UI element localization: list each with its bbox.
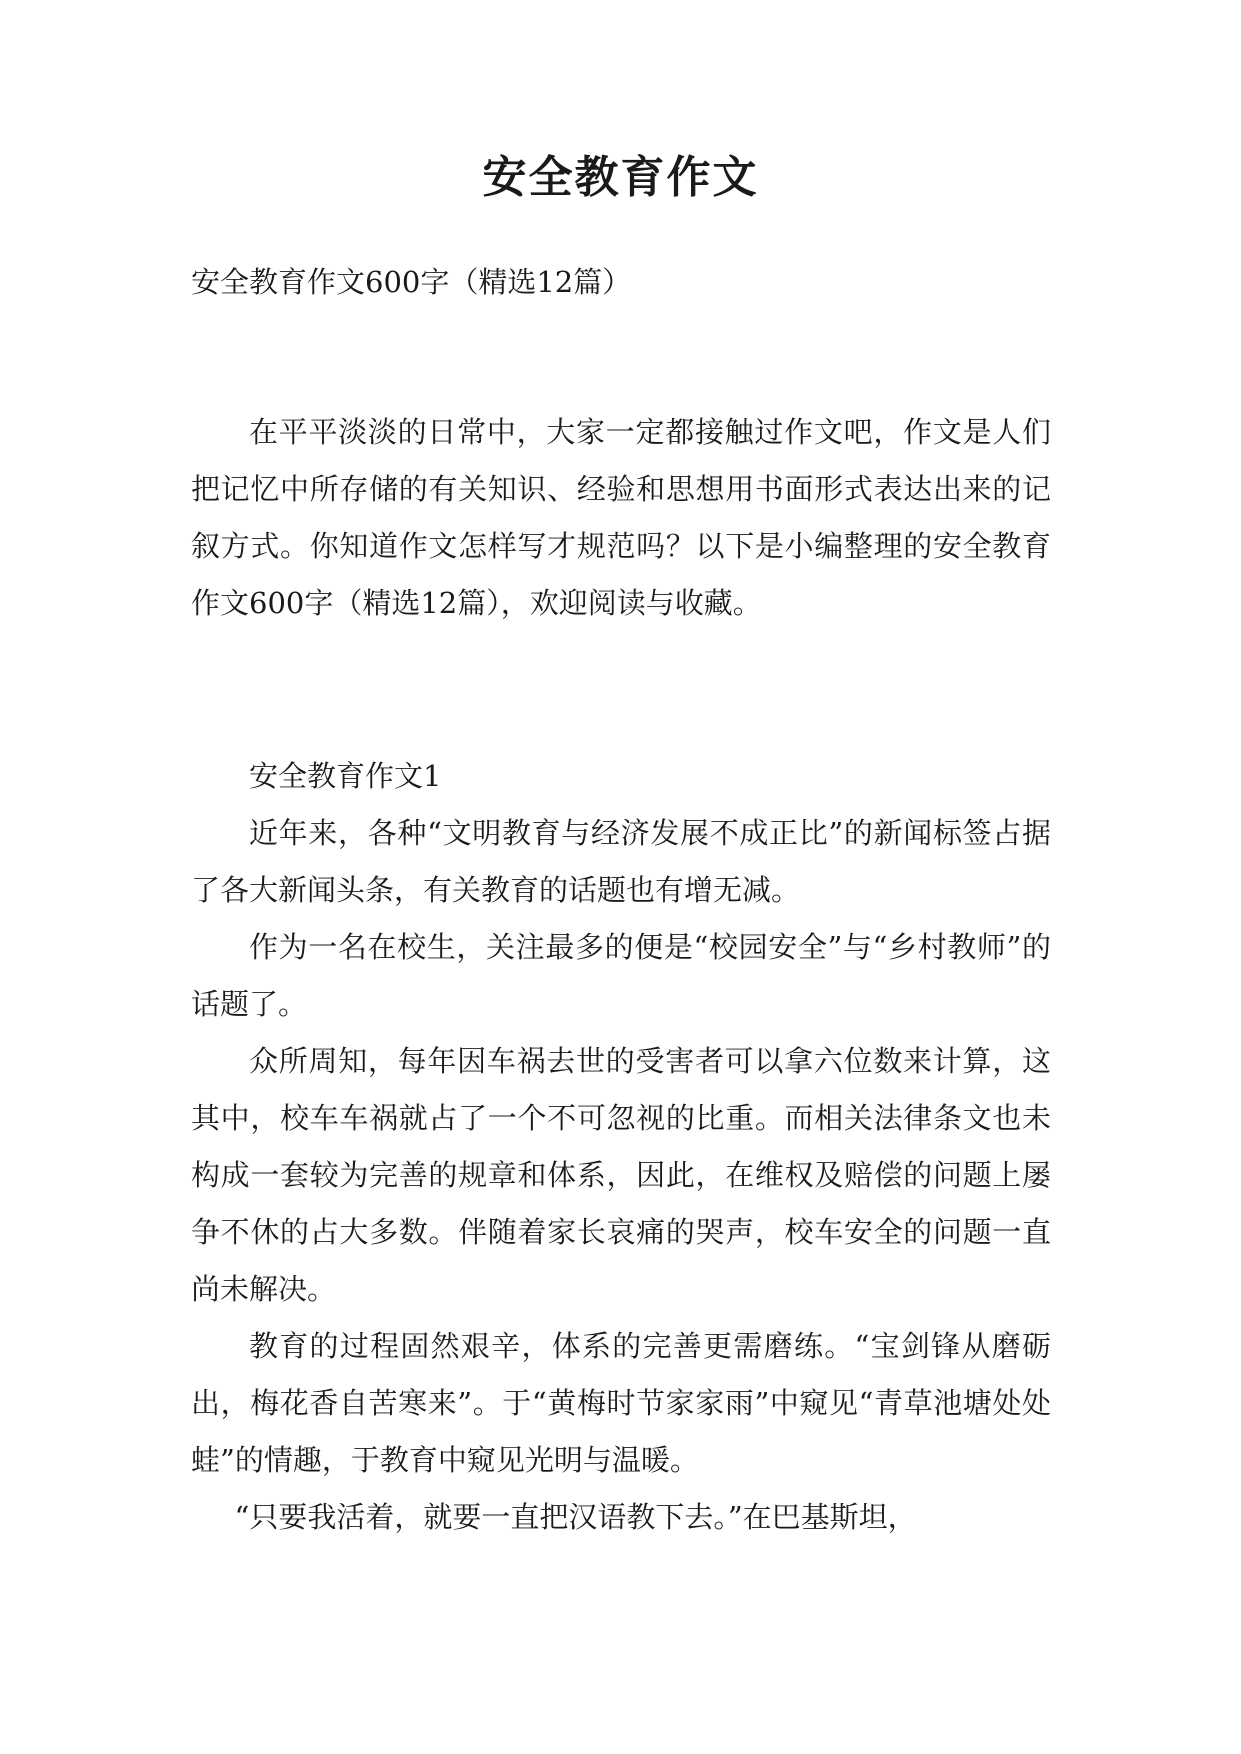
essay-paragraph: 众所周知，每年因车祸去世的受害者可以拿六位数来计算，这其中，校车车祸就占了一个不可忽视的比重。而相关法律条文也未构成一套较为完善的规章和体系，因此，在维权及赔偿的问题上屡争不休的占大多数。伴随着家长哀痛的哭声，校车安全的问题一直尚未解决。: [191, 1044, 1051, 1306]
essay-paragraph: 近年来，各种“文明教育与经济发展不成正比”的新闻标签占据了各大新闻头条，有关教育的话题也有增无减。: [191, 816, 1051, 907]
essay-paragraph: 教育的过程固然艰辛，体系的完善更需磨练。“宝剑锋从磨砺出，梅花香自苦寒来”。于“黄梅时节家家雨”中窥见“青草池塘处处蛙”的情趣，于教育中窥见光明与温暖。: [191, 1329, 1051, 1477]
essay-section: [191, 748, 1051, 1546]
essay-paragraph: “只要我活着，就要一直把汉语教下去。”在巴基斯坦，: [234, 1500, 917, 1534]
intro-section: [191, 404, 1051, 632]
document-title: 安全教育作文: [482, 152, 759, 203]
document-subtitle: 安全教育作文600字（精选12篇）: [191, 265, 632, 299]
essay-paragraph: 作为一名在校生，关注最多的便是“校园安全”与“乡村教师”的话题了。: [191, 930, 1051, 1021]
section-heading: 安全教育作文1: [249, 759, 442, 793]
intro-paragraph: 在平平淡淡的日常中，大家一定都接触过作文吧，作文是人们把记忆中所存储的有关知识、经验和思想用书面形式表达出来的记叙方式。你知道作文怎样写才规范吗？以下是小编整理的安全教育作文600字（精选12篇），欢迎阅读与收藏。: [191, 415, 1051, 620]
